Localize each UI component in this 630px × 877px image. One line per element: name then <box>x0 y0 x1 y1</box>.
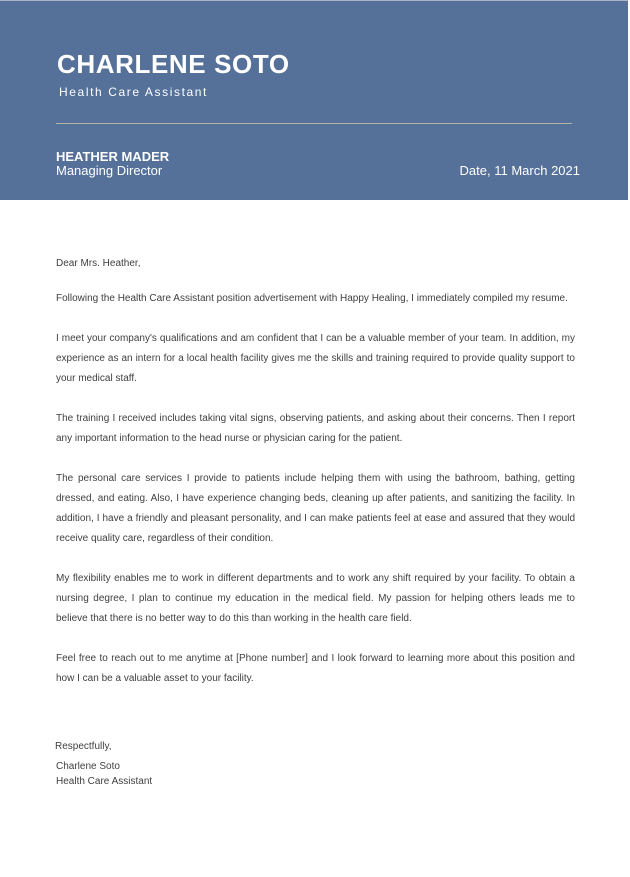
recipient-name: HEATHER MADER <box>56 149 170 164</box>
paragraph-intro: Following the Health Care Assistant position advertisement with Happy Healing, I immediately compiled my resume. <box>56 293 568 304</box>
recipient-title: Managing Director <box>56 163 163 178</box>
paragraph-contact: Feel free to reach out to me anytime at [Phone number] and I look forward to learning more about this position and how I can be a valuable asset to your facility. <box>56 653 575 684</box>
paragraph-training: The training I received includes taking vital signs, observing patients, and asking about their concerns. Then I report any important information to the head nurse or physician caring for the patient. <box>56 413 575 444</box>
salutation: Dear Mrs. Heather, <box>56 258 141 269</box>
letter-body <box>56 254 575 709</box>
paragraph-care-services: The personal care services I provide to patients include helping them with using the bathroom, bathing, getting dressed, and eating. Also, I have experience changing beds, cleaning up after patients, and sanitizing the facility. In addition, I have a friendly and pleasant personality, and I can make patients feel at ease and assured that they would receive quality care, regardless of their condition. <box>56 473 575 544</box>
letter-header <box>0 0 628 200</box>
closing: Respectfully, <box>55 741 112 752</box>
signature-block <box>56 759 152 789</box>
header-divider <box>56 123 572 124</box>
paragraph-qualifications: I meet your company's qualifications and am confident that I can be a valuable member of your team. In addition, my experience as an intern for a local health facility gives me the skills and training required to provide quality support to your medical staff. <box>56 333 575 384</box>
sender-name: CHARLENE SOTO <box>57 49 290 79</box>
paragraph-flexibility: My flexibility enables me to work in different departments and to work any shift required by your facility. To obtain a nursing degree, I plan to continue my education in the medical field. My passion for helping others leads me to believe that there is no better way to do this than working in the health care field. <box>56 573 575 624</box>
sender-role: Health Care Assistant <box>59 85 208 99</box>
letter-date: Date, 11 March 2021 <box>459 163 580 178</box>
signature-name: Charlene Soto <box>56 761 120 772</box>
signature-title: Health Care Assistant <box>56 776 153 787</box>
